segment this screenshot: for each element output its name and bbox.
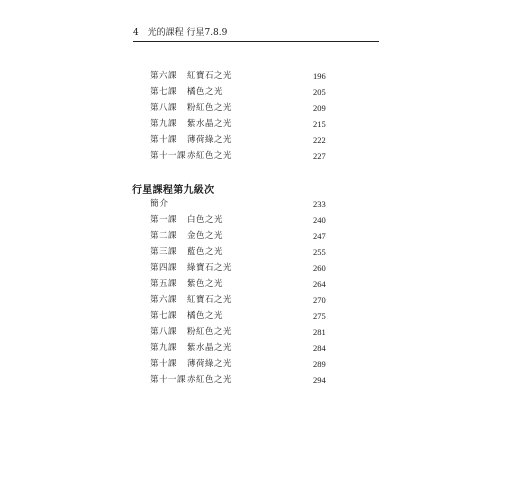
lesson-title: 白色之光 [187, 215, 224, 225]
running-header [133, 27, 379, 42]
lesson-title: 紅寶石之光 [187, 71, 233, 81]
page-number: 227 [313, 151, 326, 161]
page-number: 196 [313, 71, 326, 81]
lesson-title: 粉紅色之光 [187, 103, 233, 113]
page-number: 205 [313, 87, 326, 97]
page-number: 260 [313, 263, 326, 273]
toc-entry [0, 149, 520, 163]
lesson-title: 赤紅色之光 [187, 151, 233, 161]
toc-entry [0, 117, 520, 131]
lesson-number: 第五課 [150, 279, 178, 289]
page-number: 294 [313, 375, 326, 385]
lesson-title: 赤紅色之光 [187, 375, 233, 385]
header-title: 光的課程 行星7.8.9 [147, 28, 228, 38]
lesson-number: 第七課 [150, 311, 178, 321]
lesson-number: 第四課 [150, 263, 178, 273]
lesson-title: 紫水晶之光 [187, 119, 233, 129]
lesson-title: 橘色之光 [187, 311, 224, 321]
lesson-title: 藍色之光 [187, 247, 224, 257]
toc-entry [0, 245, 520, 259]
page-number: 233 [313, 199, 326, 209]
toc-entry [0, 277, 520, 291]
intro-label: 簡介 [150, 199, 170, 209]
lesson-number: 第六課 [150, 71, 178, 81]
page-number: 270 [313, 295, 326, 305]
page-number: 264 [313, 279, 326, 289]
section-heading: 行星課程第九級次 [132, 185, 215, 196]
toc-entry [0, 309, 520, 323]
lesson-number: 第七課 [150, 87, 178, 97]
page-number: 240 [313, 215, 326, 225]
lesson-number: 第八課 [150, 327, 178, 337]
toc-entry [0, 133, 520, 147]
toc-entry [0, 325, 520, 339]
lesson-number: 第六課 [150, 295, 178, 305]
lesson-title: 紫水晶之光 [187, 343, 233, 353]
toc-entry [0, 261, 520, 275]
lesson-title: 綠寶石之光 [187, 263, 233, 273]
lesson-title: 紅寶石之光 [187, 295, 233, 305]
toc-entry-intro [0, 197, 520, 211]
lesson-number: 第八課 [150, 103, 178, 113]
toc-entry [0, 229, 520, 243]
lesson-number: 第十課 [150, 359, 178, 369]
toc-entry [0, 213, 520, 227]
lesson-title: 橘色之光 [187, 87, 224, 97]
page-number: 215 [313, 119, 326, 129]
lesson-number: 第十一課 [150, 151, 187, 161]
lesson-number: 第十課 [150, 135, 178, 145]
page-number: 275 [313, 311, 326, 321]
toc-entry [0, 357, 520, 371]
page-number: 289 [313, 359, 326, 369]
page-number: 255 [313, 247, 326, 257]
lesson-title: 薄荷綠之光 [187, 359, 233, 369]
lesson-title: 金色之光 [187, 231, 224, 241]
toc-entry [0, 373, 520, 387]
lesson-title: 紫色之光 [187, 279, 224, 289]
lesson-number: 第九課 [150, 343, 178, 353]
toc-entry [0, 85, 520, 99]
page-number: 247 [313, 231, 326, 241]
toc-entry [0, 101, 520, 115]
page-number: 284 [313, 343, 326, 353]
lesson-number: 第一課 [150, 215, 178, 225]
header-page-number: 4 [133, 28, 139, 38]
lesson-number: 第二課 [150, 231, 178, 241]
toc-entry [0, 341, 520, 355]
page-number: 209 [313, 103, 326, 113]
lesson-number: 第三課 [150, 247, 178, 257]
lesson-title: 粉紅色之光 [187, 327, 233, 337]
toc-entry [0, 69, 520, 83]
lesson-number: 第九課 [150, 119, 178, 129]
lesson-title: 薄荷綠之光 [187, 135, 233, 145]
page-number: 281 [313, 327, 326, 337]
lesson-number: 第十一課 [150, 375, 187, 385]
page-number: 222 [313, 135, 326, 145]
toc-entry [0, 293, 520, 307]
